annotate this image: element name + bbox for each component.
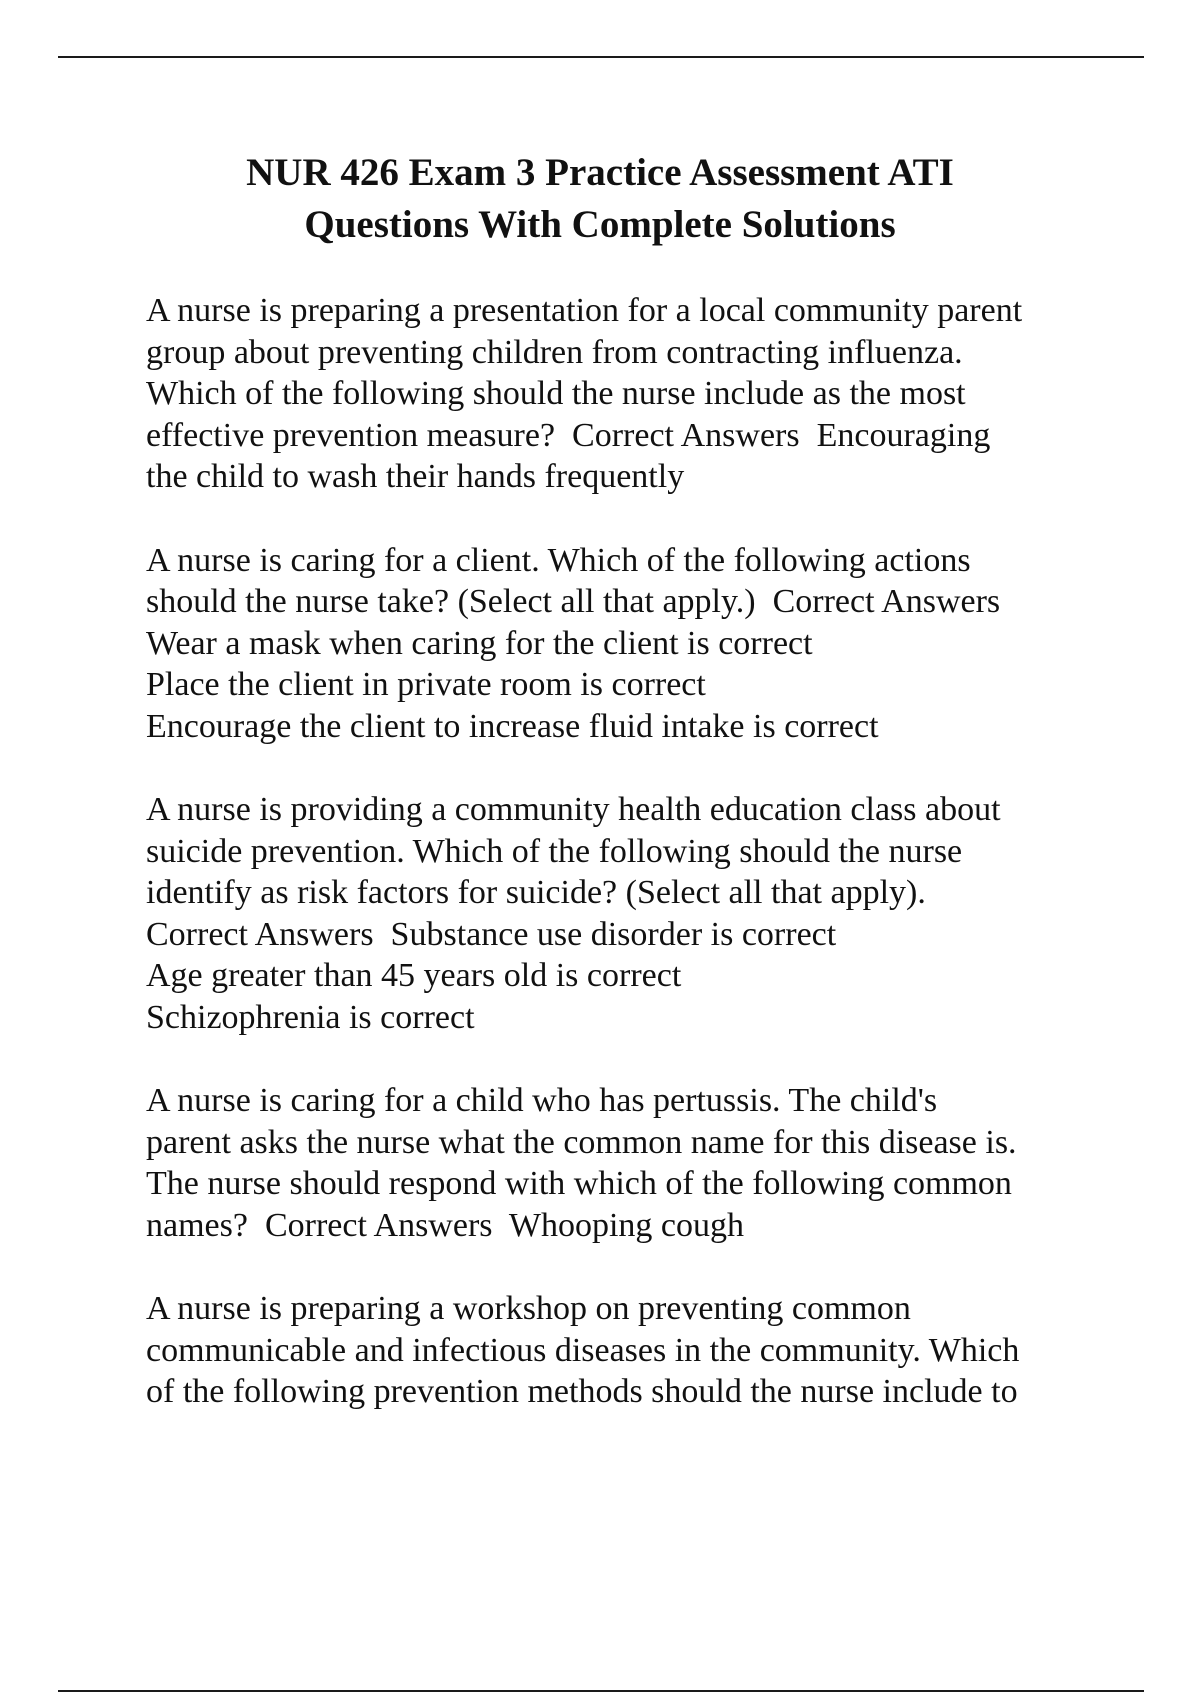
text-line: The nurse should respond with which of the following common	[146, 1165, 1012, 1202]
question-5	[146, 1288, 1146, 1413]
text-line: communicable and infectious diseases in the community. Which	[146, 1331, 1020, 1369]
text-line: identify as risk factors for suicide? (Select all that apply).	[146, 874, 926, 911]
question-4	[146, 1080, 1146, 1246]
text-line: A nurse is caring for a child who has pertussis. The child's	[146, 1082, 938, 1119]
text-line: Age greater than 45 years old is correct	[146, 957, 682, 994]
text-line: A nurse is providing a community health education class about	[146, 791, 1001, 828]
text-line: names? Correct Answers Whooping cough	[146, 1206, 745, 1244]
text-line: A nurse is preparing a presentation for a local community parent	[146, 292, 1023, 329]
title-line: Questions With Complete Solutions	[304, 203, 896, 246]
text-line: of the following prevention methods should the nurse include to	[146, 1373, 1018, 1410]
text-line: parent asks the nurse what the common name for this disease is.	[146, 1123, 1017, 1161]
question-list	[146, 290, 1146, 1455]
text-line: A nurse is caring for a client. Which of the following actions	[146, 541, 971, 579]
question-2	[146, 540, 1146, 748]
text-line: the child to wash their hands frequently	[146, 458, 685, 495]
page-title	[100, 147, 1100, 251]
text-line: Which of the following should the nurse include as the most	[146, 375, 966, 412]
text-line: should the nurse take? (Select all that apply.) Correct Answers	[146, 583, 1001, 620]
text-line: group about preventing children from contracting influenza.	[146, 333, 963, 371]
question-1	[146, 290, 1146, 498]
text-line: Encourage the client to increase fluid intake is correct	[146, 707, 879, 745]
bottom-rule	[58, 1690, 1144, 1692]
text-line: A nurse is preparing a workshop on preventing common	[146, 1290, 911, 1327]
text-line: suicide prevention. Which of the following should the nurse	[146, 832, 963, 870]
top-rule	[58, 56, 1144, 58]
text-line: Schizophrenia is correct	[146, 998, 475, 1036]
text-line: effective prevention measure? Correct Answers Encouraging	[146, 416, 991, 454]
text-line: Correct Answers Substance use disorder is correct	[146, 915, 837, 953]
text-line: Wear a mask when caring for the client is correct	[146, 624, 813, 662]
text-line: Place the client in private room is correct	[146, 666, 706, 703]
question-3	[146, 789, 1146, 1038]
title-line: NUR 426 Exam 3 Practice Assessment ATI	[246, 151, 954, 194]
